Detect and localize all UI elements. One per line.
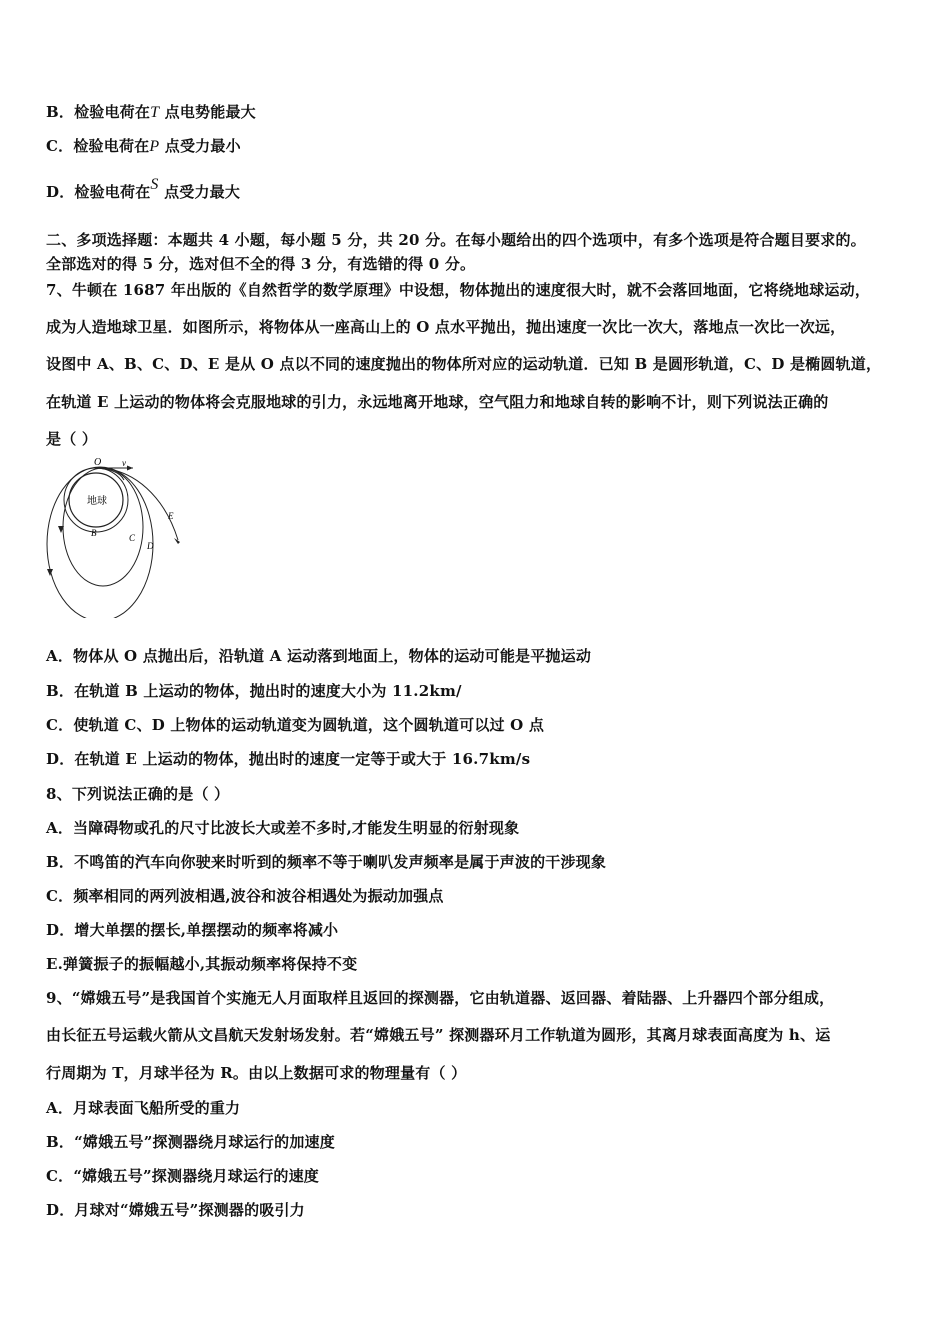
var-p: P — [149, 138, 160, 155]
orbit-svg — [40, 458, 185, 618]
q9-stem-line: 9、“嫦娥五号”是我国首个实施无人月面取样且返回的探测器，它由轨道器、返回器、着陆器、上升器四个部分组成， — [46, 989, 835, 1007]
section2-line1: 二、多项选择题：本题共 4 小题，每小题 5 分，共 20 分。在每小题给出的四个选项中，有多个选项是符合题目要求的。 — [46, 231, 866, 249]
orbit-arrow-icon — [174, 538, 180, 544]
q7-option-c: C．使轨道 C、D 上物体的运动轨道变为圆轨道，这个圆轨道可以过 O 点 — [46, 716, 545, 734]
orbit-arrow-icon — [47, 569, 53, 576]
section2-line2: 全部选对的得 5 分，选对但不全的得 3 分，有选错的得 0 分。 — [46, 255, 476, 273]
earth-label: 地球 — [87, 496, 107, 507]
q9-stem-line: 行周期为 T，月球半径为 R。由以上数据可求的物理量有（ ） — [46, 1064, 467, 1082]
var-t: T — [150, 104, 160, 121]
q8-stem: 8、下列说法正确的是（ ） — [46, 785, 230, 803]
q6-option-b: B．检验电荷在T 点电势能最大 — [46, 103, 256, 121]
var-s: S — [150, 176, 159, 193]
q7-stem-line: 在轨道 E 上运动的物体将会克服地球的引力，永远地离开地球，空气阻力和地球自转的影响不计，则下列说法正确的 — [46, 393, 829, 411]
q7-option-a: A．物体从 O 点抛出后，沿轨道 A 运动落到地面上，物体的运动可能是平抛运动 — [46, 647, 592, 665]
q7-stem-line: 设图中 A、B、C、D、E 是从 O 点以不同的速度抛出的物体所对应的运动轨道．已知 B 是圆形轨道，C、D 是椭圆轨道， — [46, 355, 882, 373]
q9-stem-line: 由长征五号运载火箭从文昌航天发射场发射。若“嫦娥五号” 探测器环月工作轨道为圆形，其离月球表面高度为 h、运 — [46, 1026, 831, 1044]
orbit-c — [63, 468, 143, 586]
q8-option-d: D．增大单摆的摆长,单摆摆动的频率将减小 — [46, 921, 339, 939]
q9-option-a: A．月球表面飞船所受的重力 — [46, 1099, 241, 1117]
q7-stem-line: 成为人造地球卫星．如图所示，将物体从一座高山上的 O 点水平抛出，抛出速度一次比一次大，落地点一次比一次远， — [46, 318, 846, 336]
q8-option-e: E.弹簧振子的振幅越小,其振动频率将保持不变 — [46, 955, 358, 973]
orbit-d — [47, 467, 153, 618]
orbit-diagram — [40, 458, 185, 618]
velocity-label: v — [122, 458, 126, 468]
q8-option-c: C．频率相同的两列波相遇,波谷和波谷相遇处为振动加强点 — [46, 887, 444, 905]
q9-option-b: B．“嫦娥五号”探测器绕月球运行的加速度 — [46, 1133, 335, 1151]
q7-stem-line: 7、牛顿在 1687 年出版的《自然哲学的数学原理》中设想，物体抛出的速度很大时，就不会落回地面，它将绕地球运动， — [46, 281, 871, 299]
velocity-arrowhead — [127, 466, 133, 471]
orbit-b-label: B — [91, 528, 97, 538]
q8-option-b: B．不鸣笛的汽车向你驶来时听到的频率不等于喇叭发声频率是属于声波的干涉现象 — [46, 853, 607, 871]
orbit-c-label: C — [129, 533, 136, 543]
q7-option-b: B．在轨道 B 上运动的物体，抛出时的速度大小为 11.2km/ — [46, 682, 462, 700]
point-o-label: O — [94, 458, 102, 468]
q9-option-c: C．“嫦娥五号”探测器绕月球运行的速度 — [46, 1167, 319, 1185]
orbit-d-label: D — [147, 541, 154, 551]
orbit-e-label: E — [168, 511, 174, 521]
q9-option-d: D．月球对“嫦娥五号”探测器的吸引力 — [46, 1201, 305, 1219]
q8-option-a: A．当障碍物或孔的尺寸比波长大或差不多时,才能发生明显的衍射现象 — [46, 819, 520, 837]
q6-option-c: C．检验电荷在P 点受力最小 — [46, 137, 241, 155]
q7-option-d: D．在轨道 E 上运动的物体，抛出时的速度一定等于或大于 16.7km/s — [46, 750, 531, 768]
q7-stem-line: 是（ ） — [46, 430, 98, 448]
q6-option-d: D．检验电荷在S 点受力最大 — [46, 176, 241, 201]
